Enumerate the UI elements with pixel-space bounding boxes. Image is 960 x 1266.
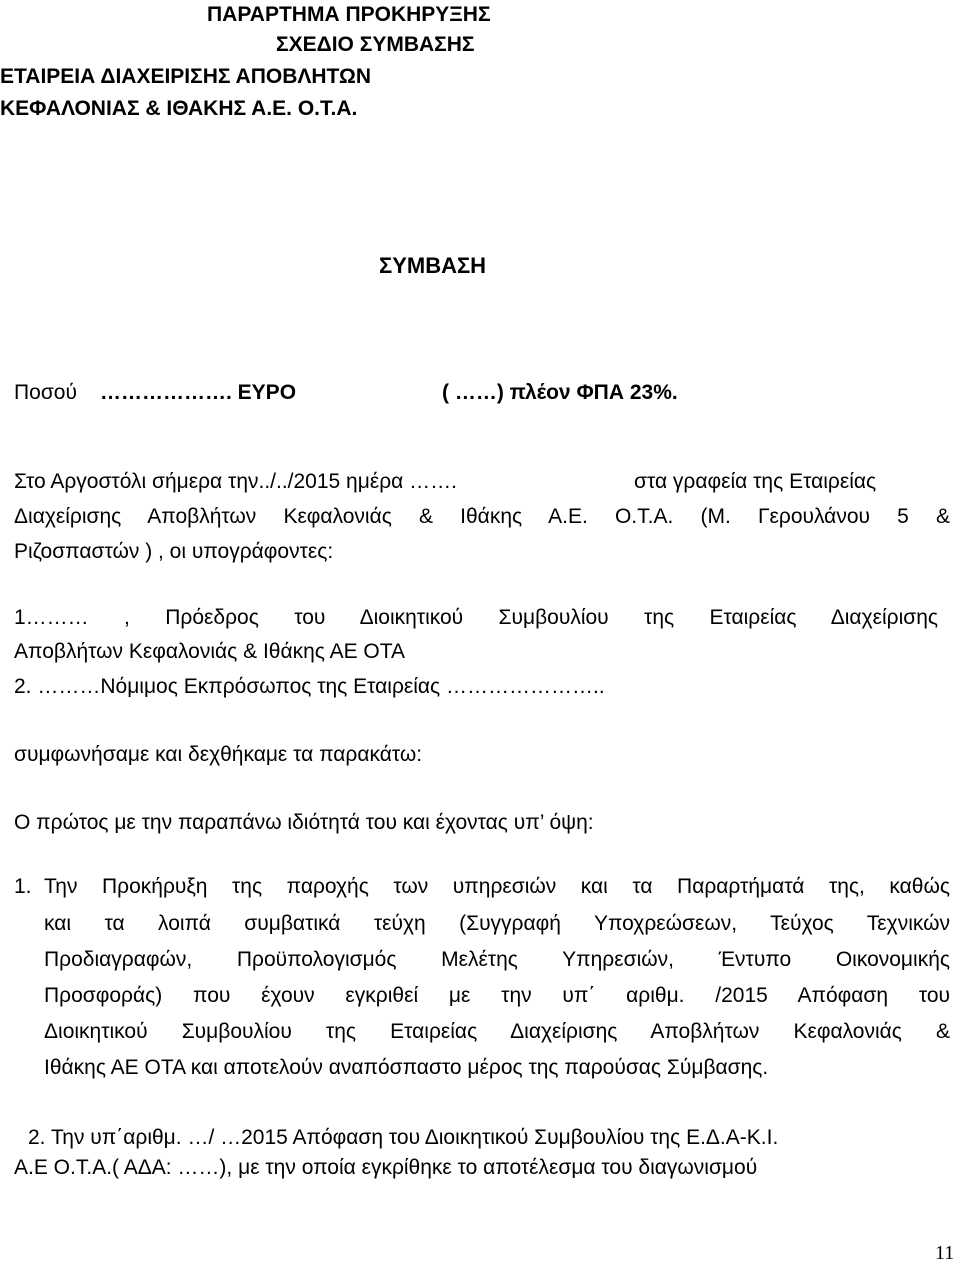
item-1-line-5: Διοικητικού Συμβουλίου της Εταιρείας Διαχείρισης Αποβλήτων Κεφαλονιάς & xyxy=(44,1020,950,1043)
header-line-1: ΠΑΡΑΡΤΗΜΑ ΠΡΟΚΗΡΥΞΗΣ xyxy=(207,3,491,26)
item-2-line-1: 2. Την υπ΄αριθμ. …/ …2015 Απόφαση του Διοικητικού Συμβουλίου της Ε.Δ.Α-Κ.Ι. xyxy=(28,1126,779,1149)
intro-line-2: Διαχείρισης Αποβλήτων Κεφαλονιάς & Ιθάκης Α.Ε. Ο.Τ.Α. (Μ. Γερουλάνου 5 & xyxy=(14,505,950,528)
party-1-line-1: 1……… , Πρόεδρος του Διοικητικού Συμβουλίου της Εταιρείας Διαχείρισης xyxy=(14,606,938,629)
intro-line-1-left: Στο Αργοστόλι σήμερα την../../2015 ημέρα ……. xyxy=(14,470,457,493)
agreed-text: συμφωνήσαμε και δεχθήκαμε τα παρακάτω: xyxy=(14,743,423,766)
amount-label: Ποσού xyxy=(14,381,77,404)
item-1-line-3: Προδιαγραφών, Προϋπολογισμός Μελέτης Υπηρεσιών, Έντυπο Οικονομικής xyxy=(44,948,950,971)
party-2: 2. ………Νόμιμος Εκπρόσωπος της Εταιρείας ………………….. xyxy=(14,675,605,698)
header-line-3: ΕΤΑΙΡΕΙΑ ΔΙΑΧΕΙΡΙΣΗΣ ΑΠΟΒΛΗΤΩΝ xyxy=(0,65,372,88)
intro-line-3: Ριζοσπαστών ) , οι υπογράφοντες: xyxy=(14,540,334,563)
item-1-line-2: και τα λοιπά συμβατικά τεύχη (Συγγραφή Υποχρεώσεων, Τεύχος Τεχνικών xyxy=(44,912,950,935)
document-title: ΣΥΜΒΑΣΗ xyxy=(379,253,487,278)
intro-line-1-right: στα γραφεία της Εταιρείας xyxy=(634,470,877,493)
item-1-line-4: Προσφοράς) που έχουν εγκριθεί με την υπ΄ αριθμ. /2015 Απόφαση του xyxy=(44,984,950,1007)
header-line-4: ΚΕΦΑΛΟΝΙΑΣ & ΙΘΑΚΗΣ Α.Ε. Ο.Τ.Α. xyxy=(0,97,358,120)
item-1-number: 1. xyxy=(14,875,32,898)
item-1-line-6: Ιθάκης ΑΕ ΟΤΑ και αποτελούν αναπόσπαστο μέρος της παρούσας Σύμβασης. xyxy=(44,1056,769,1079)
first-party-text: Ο πρώτος με την παραπάνω ιδιότητά του και έχοντας υπ’ όψη: xyxy=(14,811,594,834)
item-1-line-1: Την Προκήρυξη της παροχής των υπηρεσιών και τα Παραρτήματά της, καθώς xyxy=(44,875,950,898)
page-number: 11 xyxy=(935,1242,955,1264)
party-1-line-2: Αποβλήτων Κεφαλονιάς & Ιθάκης ΑΕ ΟΤΑ xyxy=(14,640,406,663)
amount-value: ………………. ΕΥΡΟ xyxy=(100,381,297,404)
header-line-2: ΣΧΕΔΙΟ ΣΥΜΒΑΣΗΣ xyxy=(276,33,475,56)
item-2-line-2: Α.Ε Ο.Τ.Α.( ΑΔΑ: ……), με την οποία εγκρίθηκε το αποτέλεσμα του διαγωνισμού xyxy=(14,1156,758,1179)
amount-words: ( ……) πλέον ΦΠΑ 23%. xyxy=(442,381,678,404)
